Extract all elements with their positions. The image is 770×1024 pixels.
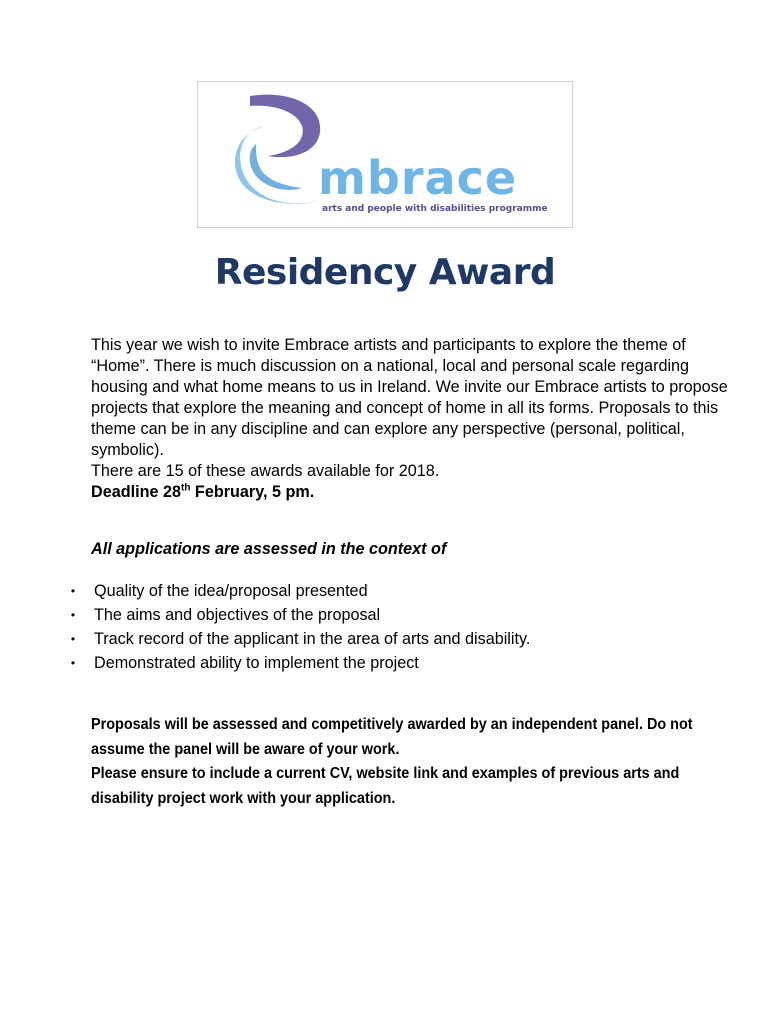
bullet-icon: • (70, 584, 76, 598)
closing-instructions: Please ensure to include a current CV, website link and examples of previous arts and disability project work with your application. (91, 765, 680, 807)
list-item (67, 651, 530, 675)
embrace-logo (197, 81, 573, 228)
bullet-icon: • (70, 632, 76, 646)
list-item-text: The aims and objectives of the proposal (94, 606, 381, 624)
bullet-icon: • (70, 656, 76, 670)
deadline-suffix: February, 5 pm. (190, 483, 315, 501)
deadline-ordinal: th (180, 482, 191, 494)
criteria-heading: All applications are assessed in the context of (91, 540, 447, 558)
closing-section (91, 713, 705, 811)
deadline-prefix: Deadline 28 (91, 483, 181, 501)
list-item-text: Demonstrated ability to implement the project (94, 654, 419, 672)
embrace-logo-graphic (198, 82, 574, 229)
closing-assessment: Proposals will be assessed and competitively awarded by an independent panel. Do not assume the panel will be aware of your work. (91, 716, 693, 758)
list-item (67, 627, 530, 651)
awards-line: There are 15 of these awards available for 2018. (91, 462, 440, 480)
intro-section (91, 335, 731, 503)
bullet-icon: • (70, 608, 76, 622)
page-title: Residency Award (214, 252, 556, 293)
deadline-line (91, 482, 731, 503)
intro-paragraph: This year we wish to invite Embrace artists and participants to explore the theme of “Home”. There is much discussion on a national, local and personal scale regarding housing and what home means to us in Ireland. We invite our Embrace artists to propose projects that explore the meaning and concept of home in all its forms. Proposals to this theme can be in any discipline and can explore any perspective (personal, political, symbolic). (91, 336, 728, 459)
criteria-list (67, 579, 530, 675)
logo-wordmark: mbrace (318, 151, 518, 205)
logo-tagline: arts and people with disabilities programme (322, 204, 548, 214)
logo-swirl-dark (250, 95, 320, 158)
list-item (67, 603, 530, 627)
list-item (67, 579, 530, 603)
list-item-text: Track record of the applicant in the area of arts and disability. (94, 630, 531, 648)
list-item-text: Quality of the idea/proposal presented (94, 582, 368, 600)
